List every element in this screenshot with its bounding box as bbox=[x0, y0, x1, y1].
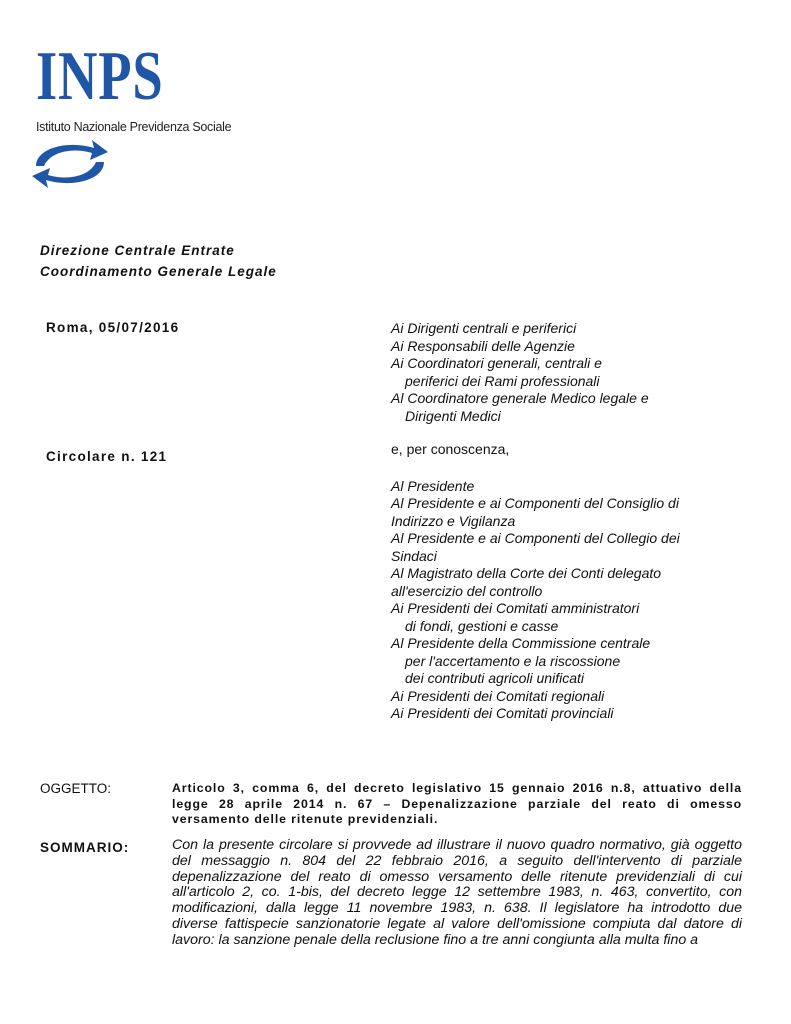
recipient-line: Al Presidente e ai Componenti del Consiglio di bbox=[391, 495, 679, 511]
recipient-line: Ai Presidenti dei Comitati provinciali bbox=[391, 705, 614, 721]
recipient-line: per l'accertamento e la riscossione bbox=[405, 652, 621, 669]
per-conoscenza-label: e, per conoscenza, bbox=[391, 441, 510, 457]
recipient-line: all'esercizio del controllo bbox=[391, 582, 543, 599]
recipient-line: Al Coordinatore generale Medico legale e bbox=[391, 390, 649, 406]
inps-circular-arrows-icon bbox=[28, 136, 112, 192]
inps-logo bbox=[28, 40, 258, 200]
recipient-line: dei contributi agricoli unificati bbox=[405, 670, 584, 686]
date-line: Roma, 05/07/2016 bbox=[46, 320, 180, 335]
sommario-text: Con la presente circolare si provvede ad illustrare il nuovo quadro normativo, già oggetto del messaggio n. 804 del 22 febbraio 2016, a seguito dell'intervento di parziale depenalizzazione del reato di omesso versamento delle ritenute previdenziali di cui all'articolo 2, co. 1-bis, del decreto legge 12 settembre 1983, n. 463, convertito, con modificazioni, dalla legge 11 novembre 1983, n. 638. Il legislatore ha introdotto due diverse fattispecie sanzionatorie legate al valore dell'omissione compiuta dal datore di lavoro: la sanzione penale della reclusione fino a tre anni congiunta alla multa fino a bbox=[172, 837, 742, 948]
recipient-line: Indirizzo e Vigilanza bbox=[391, 512, 516, 529]
recipients-block bbox=[391, 320, 751, 723]
oggetto-text: Articolo 3, comma 6, del decreto legislativo 15 gennaio 2016 n.8, attuativo della legge 28 aprile 2014 n. 67 – Depenalizzazione parziale del reato di omesso versamento delle ritenute previdenziali. bbox=[172, 781, 742, 826]
recipient-line: Ai Responsabili delle Agenzie bbox=[391, 337, 575, 354]
recipient-line: Ai Presidenti dei Comitati regionali bbox=[391, 687, 605, 704]
recipient-line: di fondi, gestioni e casse bbox=[405, 617, 559, 634]
department-entrate: Direzione Centrale Entrate bbox=[40, 243, 235, 258]
department-legale: Coordinamento Generale Legale bbox=[40, 264, 277, 279]
circular-number: Circolare n. 121 bbox=[46, 449, 168, 464]
department-block bbox=[40, 240, 277, 282]
recipient-line: Ai Dirigenti centrali e periferici bbox=[391, 320, 577, 336]
logo-subtitle: Istituto Nazionale Previdenza Sociale bbox=[36, 120, 232, 134]
recipient-line: periferici dei Rami professionali bbox=[405, 372, 600, 389]
recipient-line: Al Magistrato della Corte dei Conti delegato bbox=[391, 565, 662, 581]
sommario-label: SOMMARIO: bbox=[40, 840, 130, 855]
recipient-line: Sindaci bbox=[391, 547, 437, 564]
logo-wordmark: INPS bbox=[36, 38, 164, 115]
recipient-line: Al Presidente della Commissione centrale bbox=[391, 635, 651, 651]
recipient-line: Dirigenti Medici bbox=[405, 407, 501, 424]
recipient-line: Al Presidente e ai Componenti del Collegio dei bbox=[391, 530, 680, 546]
recipient-line: Ai Presidenti dei Comitati amministratori bbox=[391, 600, 640, 616]
recipient-line: Ai Coordinatori generali, centrali e bbox=[391, 355, 602, 371]
oggetto-label: OGGETTO: bbox=[40, 781, 112, 796]
recipient-line: Al Presidente bbox=[391, 477, 475, 494]
